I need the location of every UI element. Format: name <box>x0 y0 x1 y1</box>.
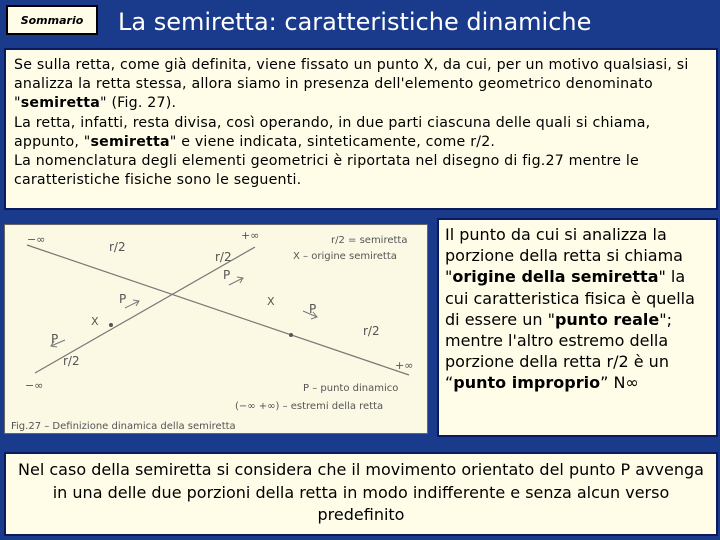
fig-p-right: P <box>309 302 317 316</box>
intro-paragraph-2: La retta, infatti, resta divisa, così operando, in due parti ciascuna delle quali si chiama, appunto, "semiretta" e viene indicata, sinteticamente, come r/2. <box>14 114 651 150</box>
fig-legend-estremi: (−∞ +∞) – estremi della retta <box>235 401 384 412</box>
intro-paragraph-1: Se sulla retta, come già definita, viene fissato un punto X, da cui, per un motivo qualsiasi, si analizza la retta stessa, allora siamo in presenza dell'elemento geometrico denominato "semiretta" (Fig. 27). <box>14 57 689 112</box>
bottom-panel <box>4 452 718 536</box>
fig-legend-semiretta: r/2 = semiretta <box>331 235 408 246</box>
fig-caption: Fig.27 – Definizione dinamica della semiretta <box>11 421 236 432</box>
fig-p-bottomleft: P <box>51 332 59 346</box>
punto-x-center <box>289 333 293 337</box>
intro-paragraph-3: La nomenclatura degli elementi geometrici è riportata nel disegno di fig.27 mentre le caratteristiche fisiche sono le seguenti. <box>14 153 639 189</box>
sommario-button[interactable]: Sommario <box>6 5 98 35</box>
fig-r2-right: r/2 <box>363 324 380 338</box>
figure-27 <box>4 224 428 434</box>
punto-x-left <box>109 323 113 327</box>
intro-panel <box>4 48 718 210</box>
fig-minus-inf-top: −∞ <box>27 233 46 246</box>
fig-plus-inf-top: +∞ <box>241 229 260 242</box>
page-title: La semiretta: caratteristiche dinamiche <box>118 8 592 36</box>
fig-p-left: P <box>119 292 127 306</box>
bottom-text: Nel caso della semiretta si considera che il movimento orientato del punto P avvenga in una delle due porzioni della retta in modo indifferente e senza alcun verso predefinito <box>18 460 704 524</box>
fig-r2-top: r/2 <box>215 250 232 264</box>
retta-discendente <box>27 245 409 375</box>
fig-x-center: X <box>267 295 275 308</box>
fig-r2-left: r/2 <box>63 354 80 368</box>
fig-plus-inf-right: +∞ <box>395 359 414 372</box>
fig-r2-topleft: r/2 <box>109 240 126 254</box>
fig-legend-punto: P – punto dinamico <box>303 383 399 394</box>
figure-27-drawing <box>5 225 429 435</box>
fig-legend-origine: X – origine semiretta <box>293 251 397 262</box>
side-panel: Il punto da cui si analizza la porzione della retta si chiama "origine della semiretta" la cui caratteristica fisica è quella di essere un "punto reale"; mentre l'altro estremo della porzione della retta r/2 è un “punto improprio” N∞ <box>437 218 718 437</box>
fig-p-top: P <box>223 268 231 282</box>
fig-minus-inf-bottom: −∞ <box>25 379 44 392</box>
fig-x-left: X <box>91 315 99 328</box>
